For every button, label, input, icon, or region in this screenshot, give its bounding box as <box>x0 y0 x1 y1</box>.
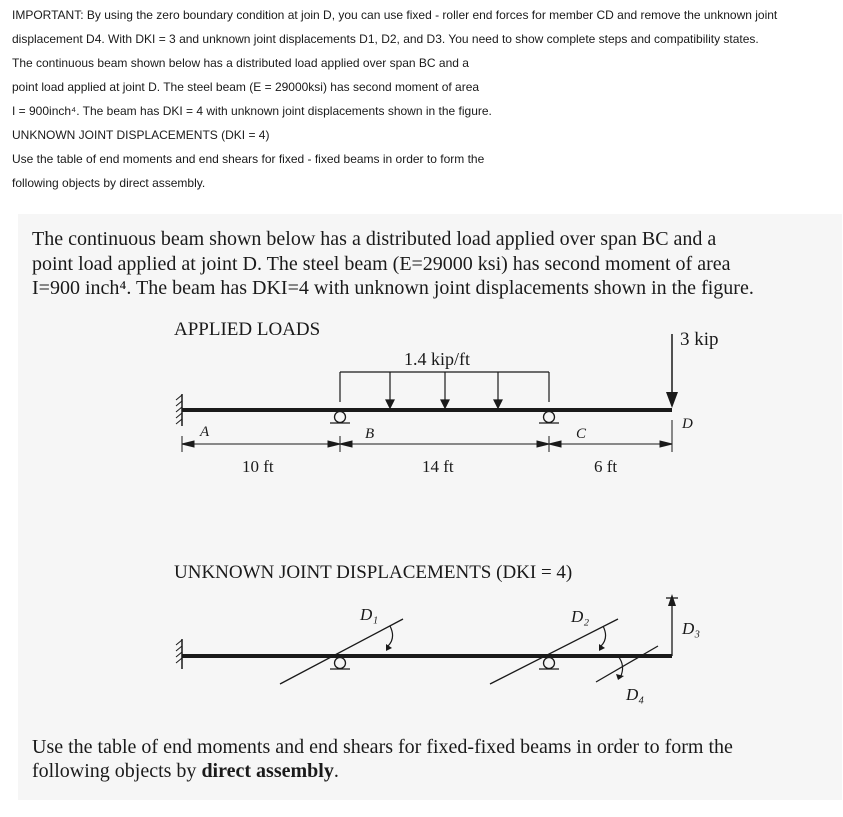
rotation-line-b <box>280 619 403 684</box>
rotation-line-c <box>490 619 618 684</box>
intro-line-2: displacement D4. With DKI = 3 and unknown joint displacements D1, D2, and D3. You need to show complete steps and compatibility states. <box>12 32 759 46</box>
figure-para-line-2: point load applied at joint D. The steel beam (E=29000 ksi) has second moment of area <box>32 253 731 275</box>
intro-line-7: Use the table of end moments and end shears for fixed - fixed beams in order to form the <box>12 152 485 166</box>
problem-figure <box>18 214 842 800</box>
figure-para-line-3: I=900 inch⁴. The beam has DKI=4 with unknown joint displacements shown in the figure. <box>32 277 754 299</box>
roller-c <box>544 412 555 423</box>
hatch-a <box>176 395 182 424</box>
disp-label-d3: D₃ <box>682 619 701 638</box>
beam-2 <box>182 654 672 658</box>
beam-diagrams <box>18 214 842 800</box>
joint-label-b: B <box>365 426 375 442</box>
span-label-bc: 14 ft <box>422 457 454 476</box>
intro-line-8: following objects by direct assembly. <box>12 176 206 190</box>
intro-line-1: IMPORTANT: By using the zero boundary condition at join D, you can use fixed - roller end forces for member CD and remove the unknown joint <box>12 8 778 22</box>
intro-line-6: UNKNOWN JOINT DISPLACEMENTS (DKI = 4) <box>12 128 270 142</box>
unknown-displacements-title: UNKNOWN JOINT DISPLACEMENTS (DKI = 4) <box>174 562 573 583</box>
roller-c-2 <box>544 658 555 669</box>
intro-line-3: The continuous beam shown below has a distributed load applied over span BC and a <box>12 56 469 70</box>
closing-text: following objects by <box>32 760 202 782</box>
intro-line-4: point load applied at joint D. The steel beam (E = 29000ksi) has second moment of area <box>12 80 480 94</box>
closing-line-1: Use the table of end moments and end shears for fixed-fixed beams in order to form the <box>32 736 733 758</box>
joint-label-d: D <box>682 416 693 432</box>
closing-end: . <box>333 760 339 782</box>
applied-loads-title: APPLIED LOADS <box>174 319 321 340</box>
closing-line-2 <box>32 760 339 783</box>
disp-label-d2: D₂ <box>571 607 590 626</box>
dimension-line <box>182 420 672 452</box>
joint-label-a: A <box>200 424 210 440</box>
beam <box>182 408 672 412</box>
distributed-load-arrows <box>340 372 549 408</box>
span-label-ab: 10 ft <box>242 457 274 476</box>
figure-para-line-1: The continuous beam shown below has a distributed load applied over span BC and a <box>32 228 717 250</box>
joint-label-c: C <box>576 426 587 442</box>
rotation-arrow-d1 <box>388 626 393 646</box>
point-load-label: 3 kip <box>680 329 719 350</box>
rotation-line-d <box>596 646 658 682</box>
intro-line-5: I = 900inch⁴. The beam has DKI = 4 with unknown joint displacements shown in the figure. <box>12 104 492 118</box>
hatch-a-2 <box>176 640 182 663</box>
disp-label-d4: D₄ <box>626 685 645 704</box>
span-label-cd: 6 ft <box>594 457 618 476</box>
disp-label-d1: D₁ <box>360 605 379 624</box>
closing-bold: direct assembly <box>201 760 334 782</box>
rotation-arrow-d2 <box>601 626 606 646</box>
roller-b <box>335 412 346 423</box>
dist-load-label: 1.4 kip/ft <box>404 349 470 369</box>
roller-b-2 <box>335 658 346 669</box>
